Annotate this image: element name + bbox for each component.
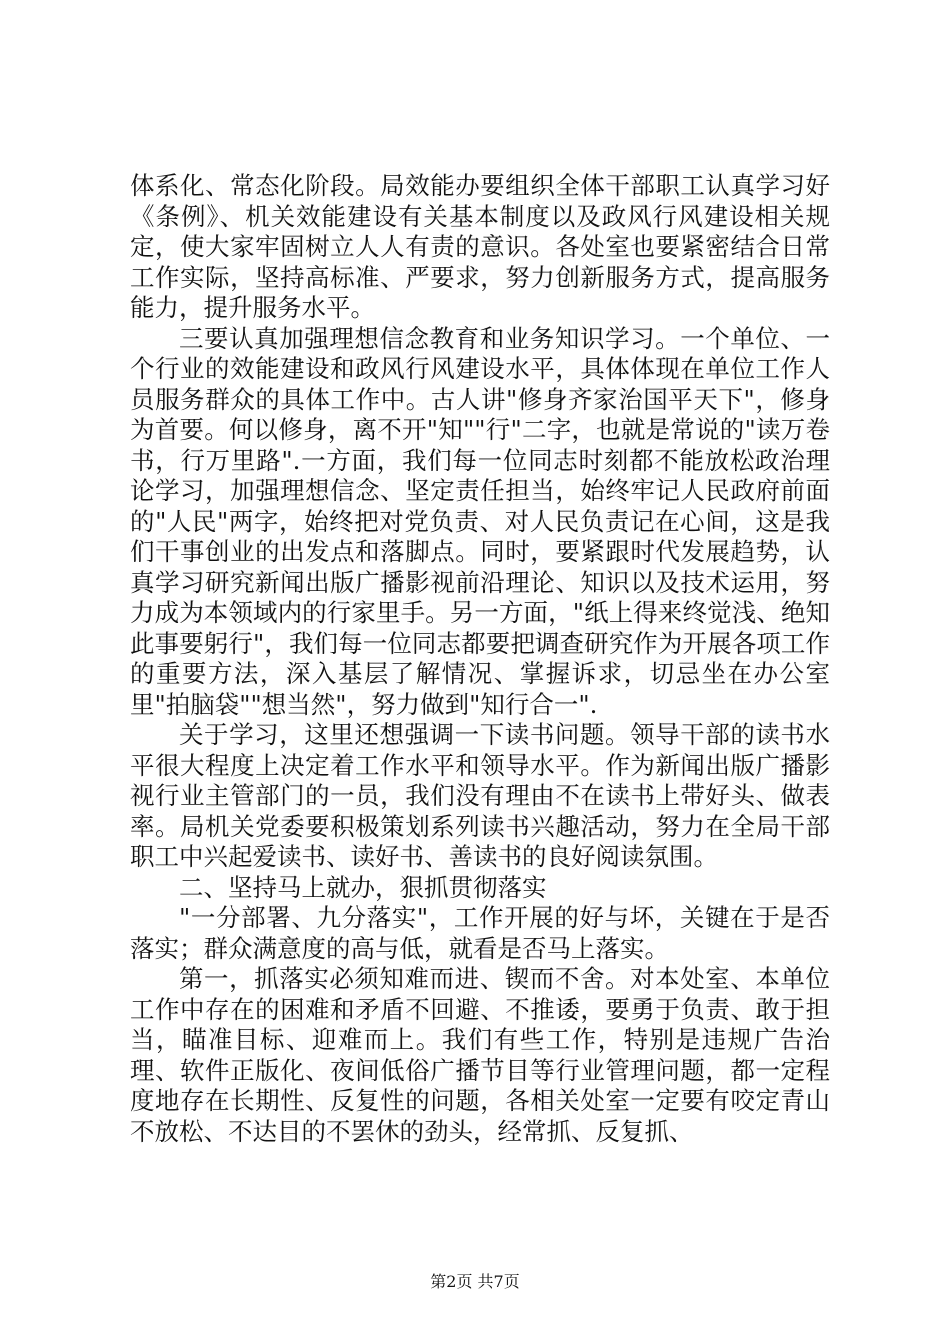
paragraph-5: 第一，抓落实必须知难而进、锲而不舍。对本处室、本单位工作中存在的困难和矛盾不回避、不推诿，要勇于负责、敢于担当，瞄准目标、迎难而上。我们有些工作，特别是违规广告治理、软件正版化、夜间低俗广播节目等行业管理问题，都一定程度地存在长期性、反复性的问题，各相关处室一定要有咬定青山不放松、不达目的不罢休的劲头，经常抓、反复抓、 (130, 964, 830, 1146)
page-footer: 第2页 共7页 (430, 1272, 520, 1291)
document-body (130, 171, 830, 1147)
section-heading: 二、坚持马上就办，狠抓贯彻落实 (179, 872, 547, 902)
paragraph-3: 关于学习，这里还想强调一下读书问题。领导干部的读书水平很大程度上决定着工作水平和领导水平。作为新闻出版广播影视行业主管部门的一员，我们没有理由不在读书上带好头、做表率。局机关党委要积极策划系列读书兴趣活动，努力在全局干部职工中兴起爱读书、读好书、善读书的良好阅读氛围。 (130, 720, 830, 871)
paragraph-4: "一分部署、九分落实"，工作开展的好与坏，关键在于是否落实；群众满意度的高与低，就看是否马上落实。 (130, 903, 830, 963)
paragraph-1: 体系化、常态化阶段。局效能办要组织全体干部职工认真学习好《条例》、机关效能建设有关基本制度以及政风行风建设相关规定，使大家牢固树立人人有责的意识。各处室也要紧密结合日常工作实际，坚持高标准、严要求，努力创新服务方式，提高服务能力，提升服务水平。 (130, 171, 830, 322)
paragraph-2: 三要认真加强理想信念教育和业务知识学习。一个单位、一个行业的效能建设和政风行风建设水平，具体体现在单位工作人员服务群众的具体工作中。古人讲"修身齐家治国平天下"，修身为首要。何以修身，离不开"知""行"二字，也就是常说的"读万卷书，行万里路".一方面，我们每一位同志时刻都不能放松政治理论学习，加强理想信念、坚定责任担当，始终牢记人民政府前面的"人民"两字，始终把对党负责、对人民负责记在心间，这是我们干事创业的出发点和落脚点。同时，要紧跟时代发展趋势，认真学习研究新闻出版广播影视前沿理论、知识以及技术运用，努力成为本领域内的行家里手。另一方面，"纸上得来终觉浅、绝知此事要躬行"，我们每一位同志都要把调查研究作为开展各项工作的重要方法，深入基层了解情况、掌握诉求，切忌坐在办公室里"拍脑袋""想当然"，努力做到"知行合一". (130, 323, 830, 719)
